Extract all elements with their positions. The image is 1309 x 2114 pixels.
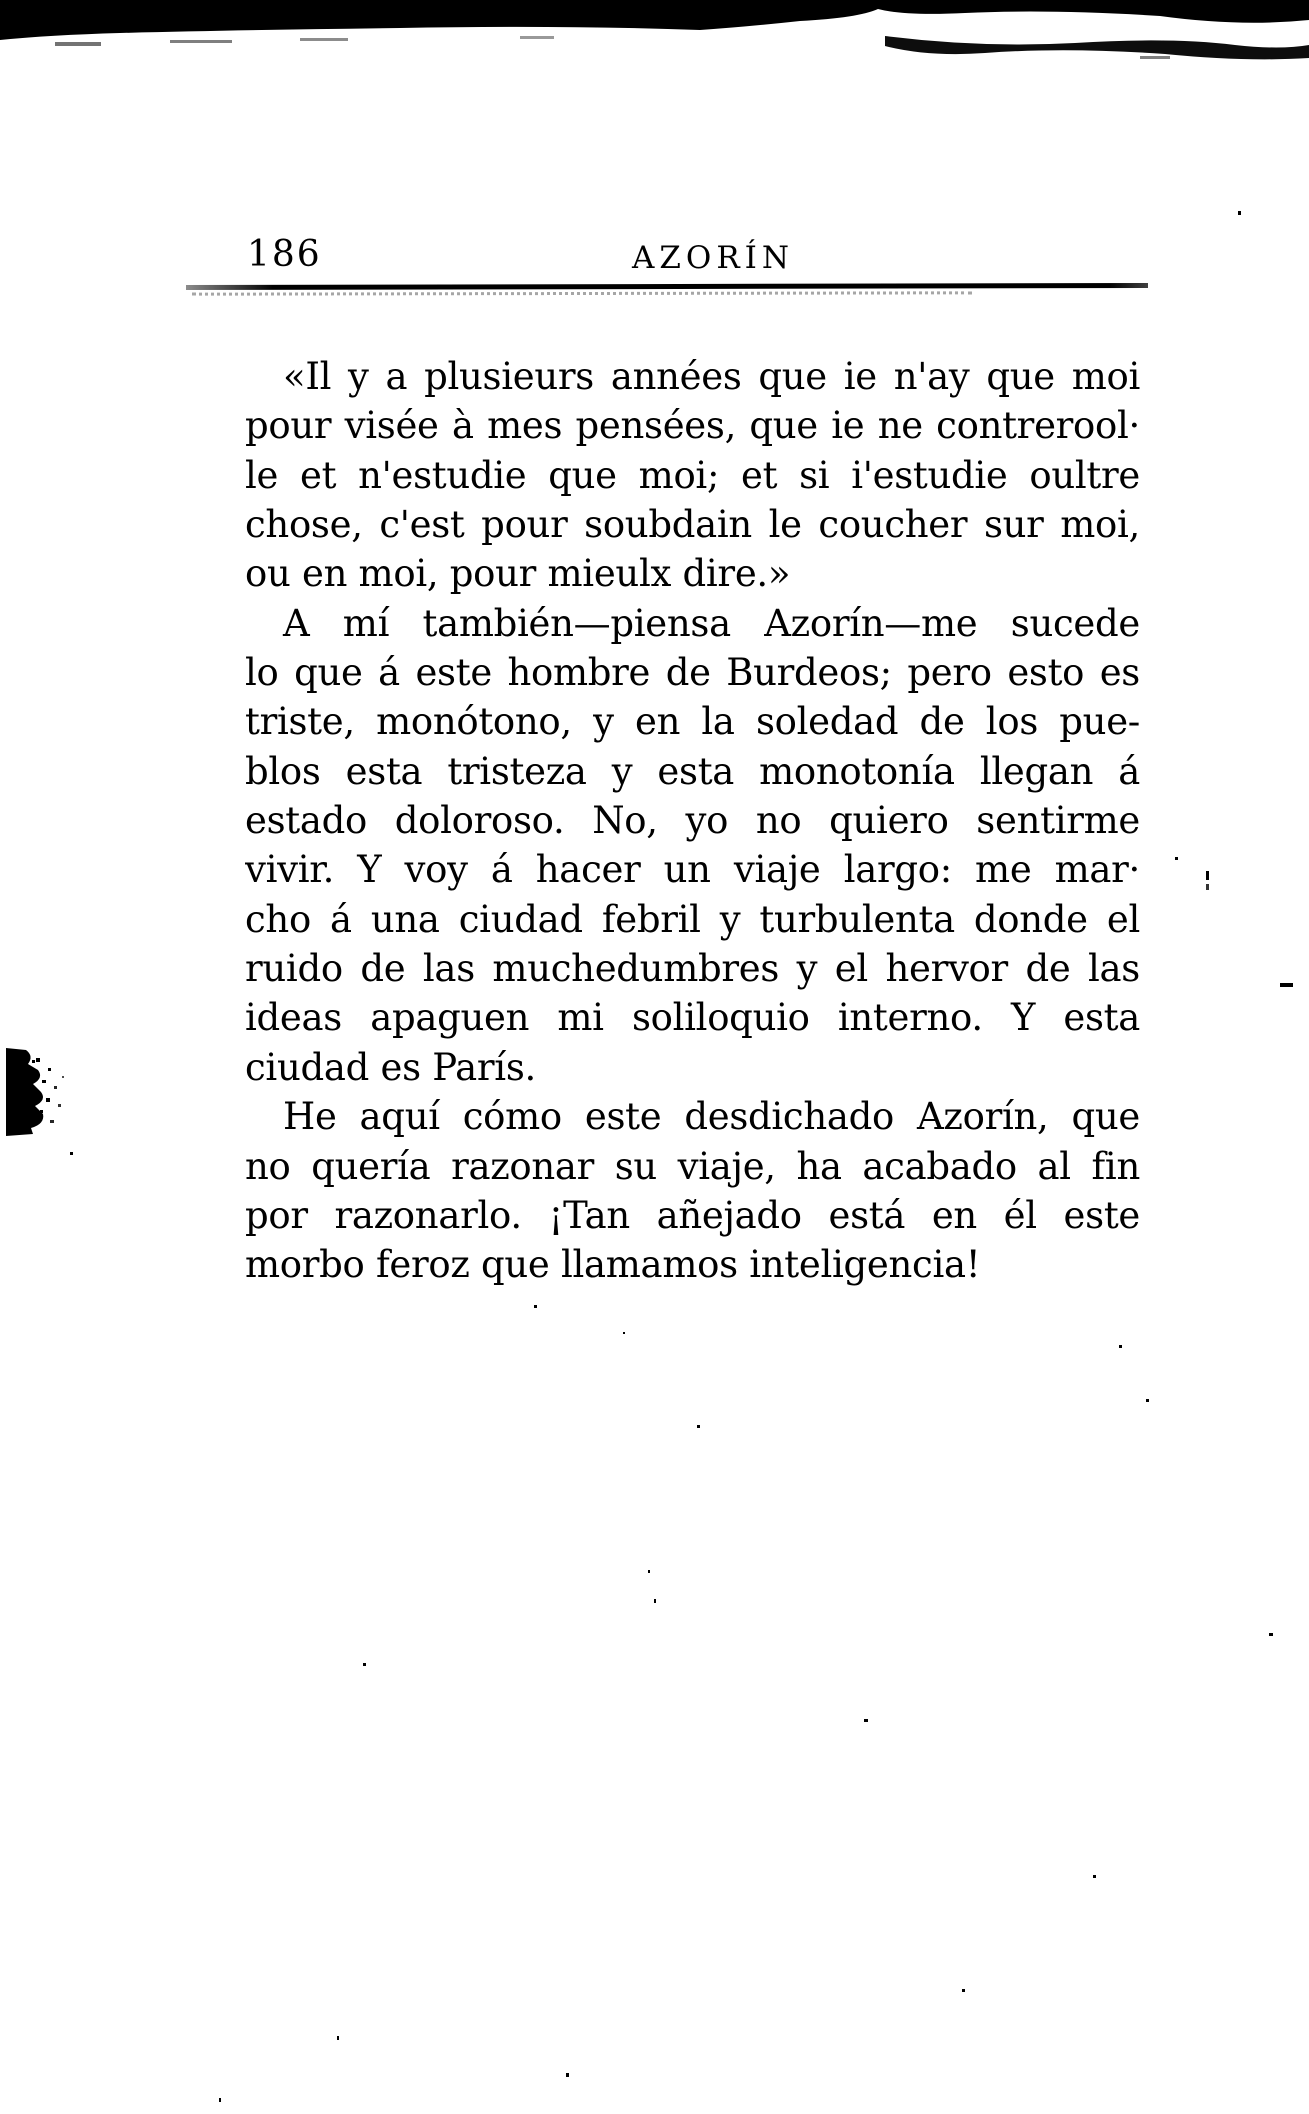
text-line: chose, c'est pour soubdain le coucher sur moi, [245, 503, 1140, 547]
scan-margin-dash [1280, 983, 1293, 987]
page-number: 186 [247, 234, 322, 275]
text-line: «Il y a plusieurs années que ie n'ay que moi [283, 355, 1140, 398]
scan-speck [654, 1599, 656, 1603]
text-line: estado doloroso. No, yo no quiero sentirme [245, 799, 1140, 843]
text-line: cho á una ciudad febril y turbulenta donde el [245, 897, 1140, 941]
text-line: He aquí cómo este desdichado Azorín, que [283, 1095, 1140, 1139]
scan-ink-blob [2, 1046, 72, 1138]
scan-speck [648, 1570, 650, 1573]
scan-speck [1175, 857, 1178, 860]
scan-speck [70, 1152, 73, 1155]
text-line: blos esta tristeza y esta monotonía llegan á [245, 749, 1140, 793]
text-line: morbo feroz que llamamos inteligencia! [245, 1243, 981, 1287]
text-line: le et n'estudie que moi; et si i'estudie oultre [245, 453, 1140, 497]
text-line: lo que á este hombre de Burdeos; pero esto es [245, 651, 1140, 695]
scan-speck [623, 1332, 625, 1334]
scan-speck [1093, 1875, 1096, 1878]
scan-speck [864, 1719, 868, 1722]
page-header [245, 232, 1148, 278]
scan-speck [1238, 211, 1241, 215]
header-rule-fuzz [192, 291, 972, 295]
scan-margin-tick [1206, 871, 1209, 880]
header-rule [186, 283, 1148, 290]
scan-margin-tick [1206, 884, 1209, 890]
text-line: pour visée à mes pensées, que ie ne contrerool· [245, 404, 1140, 448]
text-line: A mí también—piensa Azorín—me sucede [283, 601, 1140, 645]
scan-speck [337, 2036, 339, 2040]
text-line: ruido de las muchedumbres y el hervor de las [245, 947, 1140, 991]
text-line: vivir. Y voy á hacer un viaje largo: me mar· [245, 848, 1140, 892]
text-line: ciudad es París. [245, 1045, 536, 1089]
text-line: ou en moi, pour mieulx dire.» [245, 552, 791, 596]
scan-speck [697, 1425, 700, 1428]
text-line: no quería razonar su viaje, ha acabado al fin [245, 1144, 1140, 1188]
scan-speck [1119, 1345, 1122, 1348]
scan-top-edge-artifact [0, 0, 1309, 64]
scan-speck [566, 2073, 569, 2077]
scan-speck [1269, 1633, 1273, 1636]
text-line: ideas apaguen mi soliloquio interno. Y esta [245, 996, 1140, 1040]
text-line: por razonarlo. ¡Tan añejado está en él este [245, 1193, 1140, 1237]
text-line: triste, monótono, y en la soledad de los pue- [245, 700, 1140, 744]
scan-speck [534, 1305, 537, 1308]
scan-speck [363, 1663, 366, 1666]
scan-speck [962, 1989, 965, 1992]
scan-speck [219, 2098, 221, 2102]
running-header-title: AZORÍN [632, 240, 795, 276]
scan-speck [1146, 1399, 1149, 1402]
text-block [245, 352, 1140, 1290]
